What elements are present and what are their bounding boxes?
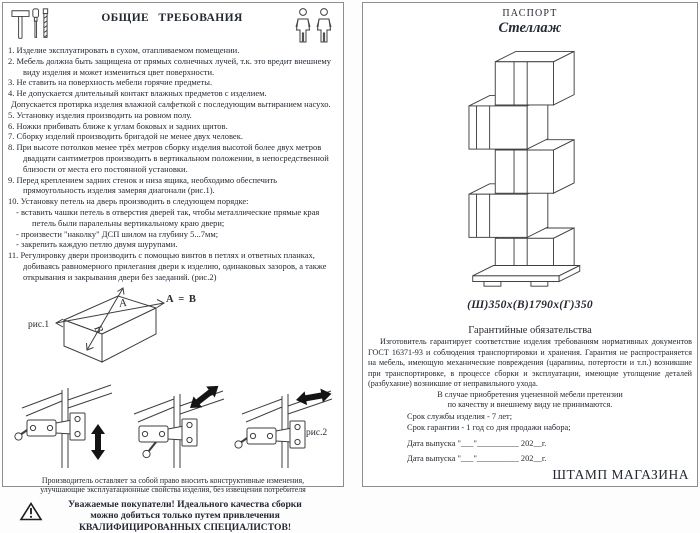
- list-item: Допускается протирка изделия влажной салфеткой с последующим вытиранием насухо.: [11, 98, 331, 109]
- list-item: 9. Перед креплением задних стенок и низа ящика, необходимо обеспечить прямоугольность изделия замеряя диагонали (рис.1).: [8, 174, 278, 196]
- list-item: - произвести "наколку" ДСП шилом на глубину 5...7мм;: [16, 228, 219, 239]
- tools-icon: [8, 6, 52, 44]
- list-item: 2. Мебель должна быть защищена от прямых солнечных лучей, т.к. это вредит внешнему виду изделия и может измениться цвет поверхности.: [8, 55, 332, 77]
- list-item: - вставить чашки петель в отверстия дверей так, чтобы металлические прямые края петель были паралельны вертикальному краю двери;: [16, 206, 320, 228]
- hinge-adjust-vertical-drawing: [14, 380, 114, 472]
- product-dimensions: (Ш)350х(В)1790х(Г)350: [467, 299, 593, 311]
- requirements-list: [8, 45, 338, 283]
- shelf-unit-drawing: [438, 43, 622, 289]
- service-life: Срок службы изделия - 7 лет;: [407, 412, 513, 422]
- hinge-adjust-depth-drawing: [126, 380, 226, 472]
- page-title: ОБЩИЕ ТРЕБОВАНИЯ: [101, 12, 243, 24]
- warning-text: Уважаемые покупатели! Идеального качества сборки можно добиться только путем привлечения КВАЛИФИЦИРОВАННЫХ СПЕЦИАЛИСТОВ!: [68, 498, 302, 533]
- manufacturer-note: Производитель оставляет за собой право вносить конструктивные изменения, улучшающие эксплуатационные свойства изделия, без извещения потребителя: [40, 475, 306, 495]
- passport-title: ПАСПОРТ: [502, 8, 558, 19]
- left-header: [8, 6, 338, 43]
- general-requirements-panel: [2, 2, 344, 533]
- warranty-period: Срок гарантии - 1 год со дня продажи набора;: [407, 423, 571, 433]
- passport-panel: [362, 2, 698, 487]
- figure-2: [8, 378, 338, 475]
- release-date-line: Дата выпуска "___"__________ 202__г.: [407, 439, 547, 449]
- warranty-text: Изготовитель гарантирует соответствие изделия требованиям нормативных документов ГОСТ 16371-93 и соблюдения транспортировки и хранения. Гарантия не распространяется на мебель, имеющую механические повреждения (царапины, потертости и т.п.) возникшие при транспортировке, в процессе сборки и эксплуатации, имеющие утолщение деталей (разбухание) возникшие от неправильного ухода.: [368, 337, 692, 388]
- two-person-icon: [292, 6, 338, 46]
- discount-note: В случае приобретения уцененной мебели претензии по качеству и внешнему виду не принимаются.: [437, 389, 623, 409]
- figure-1: [8, 286, 338, 378]
- diagonal-check-drawing: [54, 286, 168, 374]
- assembly-warning: [8, 499, 338, 533]
- list-item: 5. Установку изделия производить на ровном полу.: [8, 109, 192, 120]
- hinge-adjust-side-drawing: [234, 380, 334, 472]
- list-item: 1. Изделие эксплуатировать в сухом, отапливаемом помещении.: [8, 45, 240, 55]
- list-item: 8. При высоте потолков менее трёх метров сборку изделия высотой более двух метров двадцати сантиметров производить в вертикальном положении, в непосредственной близости от места его постоянной установки.: [8, 142, 329, 174]
- warranty-title: Гарантийные обязательства: [468, 325, 592, 336]
- diagonal-b-label: В: [91, 322, 106, 335]
- list-item: 11. Регулировку двери производить с помощью винтов в петлях и ответных планках, добиваясь равномерного прилегания двери к изделию, одинаковых зазоров, а также открывания и закрывания двери без заеданий. (рис.2): [8, 250, 327, 282]
- list-item: 7. Сборку изделий производить бригадой не менее двух человек.: [8, 131, 243, 142]
- list-item: 6. Ножки прибивать ближе к углам боковых и задних щитов.: [8, 120, 228, 131]
- list-item: 10. Установку петель на дверь производить в следующем порядке:: [8, 196, 249, 207]
- list-item: 4. Не допускается длительный контакт влажных предметов с изделием.: [8, 88, 267, 99]
- list-item: 3. Не ставить на поверхность мебели горячие предметы.: [8, 77, 213, 88]
- figure-2-caption: рис.2: [306, 427, 328, 438]
- product-name: Стеллаж: [498, 20, 562, 36]
- equality-note: А = В: [166, 293, 197, 305]
- release-date-line: Дата выпуска "___"__________ 202__г.: [407, 454, 547, 464]
- list-item: - закрепить каждую петлю двумя шурупами.: [16, 239, 178, 250]
- shop-stamp: ШТАМП МАГАЗИНА: [552, 467, 689, 482]
- service-terms: [407, 411, 697, 433]
- warning-triangle-icon: [20, 502, 42, 521]
- figure-1-caption: рис.1: [28, 319, 50, 330]
- diagonal-a-label: А: [118, 296, 128, 310]
